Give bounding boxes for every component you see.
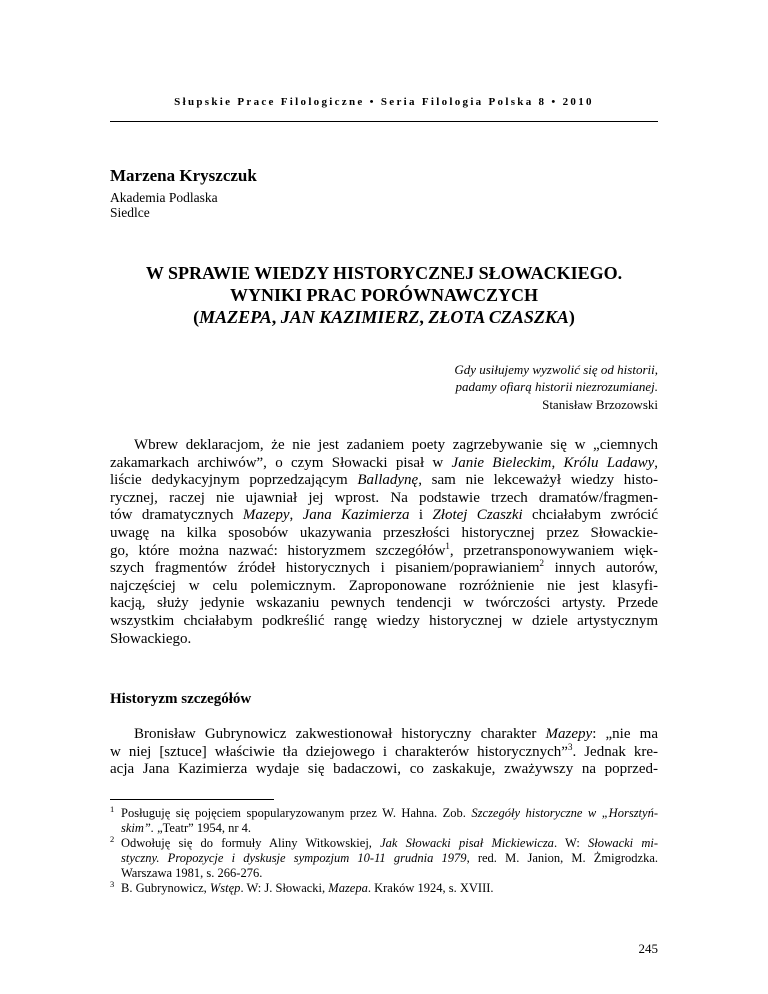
affiliation-institution: Akademia Podlaska: [110, 190, 218, 205]
footnote-number: 3: [110, 879, 115, 889]
text-line: w niej [sztuce] właściwie tła dziejowego i charakterów historycznych”$^3$. Jednak kre-: [110, 741, 658, 760]
footnote-1: [110, 806, 658, 836]
header-rule: [110, 121, 658, 122]
text-line: zakamarkach archiwów”, o czym Słowacki pisał w Janie Bieleckim, Królu Ladawy,: [110, 454, 659, 471]
journal-header: Słupskie Prace Filologiczne • Seria Filologia Polska 8 • 2010: [174, 96, 594, 108]
page-number: 245: [638, 941, 658, 956]
footnotes: [110, 806, 658, 896]
text-line: najczęściej w celu polemicznym. Zaproponowane rozróżnienie nie jest klasyfi-: [110, 577, 658, 594]
author-name: Marzena Kryszczuk: [110, 166, 257, 185]
text-line: Wbrew deklaracjom, że nie jest zadaniem poety zagrzebywanie się w „ciemnych: [134, 437, 658, 453]
text-line: Słowackiego.: [110, 630, 192, 647]
footnote-ref-1[interactable]: 1: [445, 540, 450, 551]
text-line: go, które można nazwać: historyzmem szczegółów$^1$, przetransponowywaniem więk-: [110, 540, 658, 559]
footnote-number: 1: [110, 804, 115, 814]
title-line-3: (MAZEPA, JAN KAZIMIERZ, ZŁOTA CZASZKA): [193, 307, 575, 327]
epigraph: [454, 361, 658, 413]
epigraph-line-2: padamy ofiarą historii niezrozumianej.: [455, 379, 658, 394]
footnote-3: [110, 881, 658, 896]
epigraph-line-1: Gdy usiłujemy wyzwolić się od historii,: [454, 362, 658, 377]
text-line: Posługuję się pojęciem spopularyzowanym przez W. Hahna. Zob. Szczegóły historyczne w „Horsztyń-: [121, 806, 658, 820]
text-line: szych fragmentów źródeł historycznych i pisaniem/poprawianiem$^2$ innych autorów,: [110, 558, 658, 577]
text-line: liście dedykacyjnym poprzedzającym Balladynę, sam nie lekceważył wiedzy histo-: [110, 472, 658, 489]
section-paragraph: [110, 726, 658, 779]
footnote-ref-2[interactable]: 2: [539, 558, 545, 569]
text-line: B. Gubrynowicz, Wstęp. W: J. Słowacki, Mazepa. Kraków 1924, s. XVIII.: [121, 881, 494, 895]
text-line: tów dramatycznych Mazepy, Jana Kazimierza i Złotej Czaszki chciałabym zwrócić: [110, 507, 658, 524]
footnote-number: 2: [110, 834, 115, 844]
text-line: uwagę na kilka sposobów ukazywania przeszłości historycznej przez Słowackie-: [110, 524, 658, 541]
text-line: styczny. Propozycje i dyskusje sympozjum 10-11 grudnia 1979, red. M. Janion, M. Żmigrodzka.: [121, 851, 658, 865]
intro-paragraph: [110, 437, 658, 648]
author-affiliation: [110, 190, 218, 220]
article-title: [110, 262, 658, 328]
title-line-1: W SPRAWIE WIEDZY HISTORYCZNEJ SŁOWACKIEGO.: [145, 263, 623, 283]
text-line: Warszawa 1981, s. 266-276.: [121, 866, 263, 880]
footnote-rule: [110, 799, 274, 800]
footnote-ref-3[interactable]: 3: [567, 741, 573, 752]
title-line-2: WYNIKI PRAC PORÓWNAWCZYCH: [229, 285, 538, 305]
text-line: wszystkim chciałabym podkreślić rangę wiedzy historycznej w dziele artystycznym: [110, 612, 658, 629]
text-line: Odwołuję się do formuły Aliny Witkowskiej, Jak Słowacki pisał Mickiewicza. W: Słowacki mi-: [121, 836, 658, 850]
text-line: acja Jana Kazimierza wydaje się badaczowi, co zaskakuje, zważywszy na poprzed-: [110, 761, 658, 778]
epigraph-attribution: Stanisław Brzozowski: [542, 397, 658, 412]
section-heading: Historyzm szczegółów: [110, 691, 252, 707]
text-line: Bronisław Gubrynowicz zakwestionował historyczny charakter Mazepy: „nie ma: [134, 726, 658, 742]
text-line: skim”. „Teatr” 1954, nr 4.: [121, 821, 252, 835]
text-line: kacją, służy jedynie wskazaniu pewnych tendencji w twórczości artysty. Przede: [110, 595, 658, 612]
text-line: rycznej, raczej nie ujawniał jej wprost. Na podstawie trzech dramatów/fragmen-: [110, 489, 658, 506]
affiliation-city: Siedlce: [110, 205, 150, 220]
footnote-2: [110, 836, 658, 881]
